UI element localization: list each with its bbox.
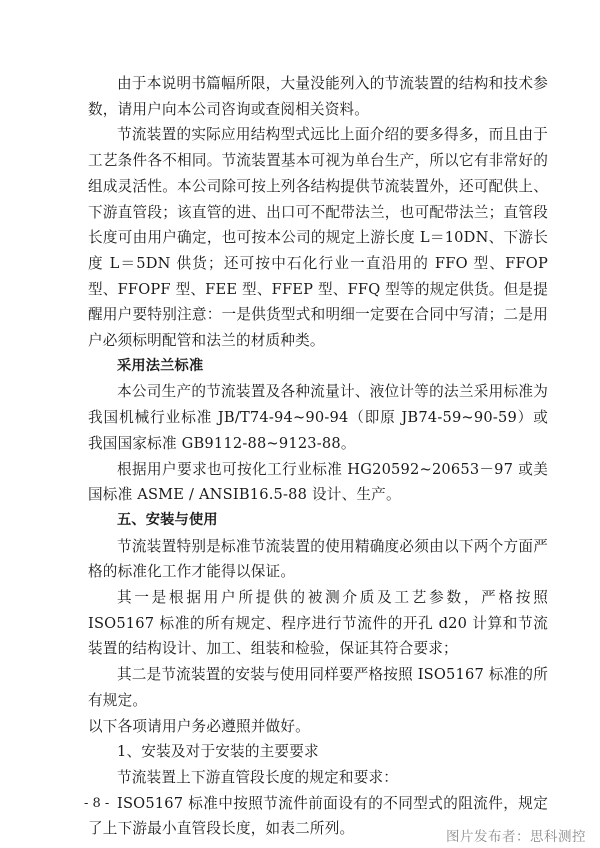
list-item-installation: 1、安装及对于安装的主要要求 (117, 743, 319, 761)
publisher-watermark: 图片发布者：思科测控 (446, 829, 586, 845)
paragraph-iso5167-table: ISO5167 标准中按照节流件前面设有的不同型式的阻流件，规定了上下游最小直管段长度，如表二所列。 (88, 794, 548, 838)
paragraph-straight-pipe-rules: 节流装置上下游直管段长度的规定和要求： (117, 768, 399, 786)
paragraph-second-requirement: 其二是节流装置的安装与使用同样要严格按照 ISO5167 标准的所有规定。 (88, 666, 548, 709)
paragraph-flange-alt-standard: 根据用户要求也可按化工行业标准 HG20592~20653－97 或美国标准 ASME / ANSIB16.5-88 设计、生产。 (88, 460, 548, 504)
paragraph-intro: 由于本说明书篇幅所限，大量没能列入的节流装置的结构和技术参数，请用户向本公司咨询或查阅相关资料。 (88, 75, 548, 118)
paragraph-flange-standard: 本公司生产的节流装置及各种流量计、液位计等的法兰采用标准为我国机械行业标准 JB/T74-94~90-94（即原 JB74-59~90-59）或我国国家标准 GB9112-88~9123-88。 (88, 383, 548, 452)
paragraph-first-requirement: 其一是根据用户所提供的被测介质及工艺参数，严格按照 ISO5167 标准的所有规定、程序进行节流件的开孔 d20 计算和节流装置的结构设计、加工、组装和检验，保证其符合要求； (88, 589, 548, 658)
paragraph-notice: 以下各项请用户务必遵照并做好。 (88, 717, 310, 735)
paragraph-structure: 节流装置的实际应用结构型式远比上面介绍的要多得多，而且由于工艺条件各不相同。节流装置基本可视为单台生产，所以它有非常好的组成灵活性。本公司除可按上列各结构提供节流装置外，还可配供上、下游直管段；该直管的进、出口可不配带法兰，也可配带法兰；直管段长度可由用户确定，也可按本公司的规定上游长度 L＝10DN、下游长度 L＝5DN 供货；还可按中石化行业一直沿用的 FFO 型、FFOP 型、FFOPF 型、FEE 型、FFEP 型、FFQ 型等的规定供货。但是提醒用户要特别注意：一是供货型式和明细一定要在合同中写清；二是用户必须标明配管和法兰的材质种类。 (88, 126, 548, 350)
page-number: - 8 - (84, 796, 110, 811)
heading-installation: 五、安装与使用 (117, 511, 218, 528)
heading-flange-standard: 采用法兰标准 (117, 357, 204, 374)
paragraph-accuracy: 节流装置特别是标准节流装置的使用精确度必须由以下两个方面严格的标准化工作才能得以保证。 (88, 537, 548, 581)
document-body (88, 71, 548, 842)
